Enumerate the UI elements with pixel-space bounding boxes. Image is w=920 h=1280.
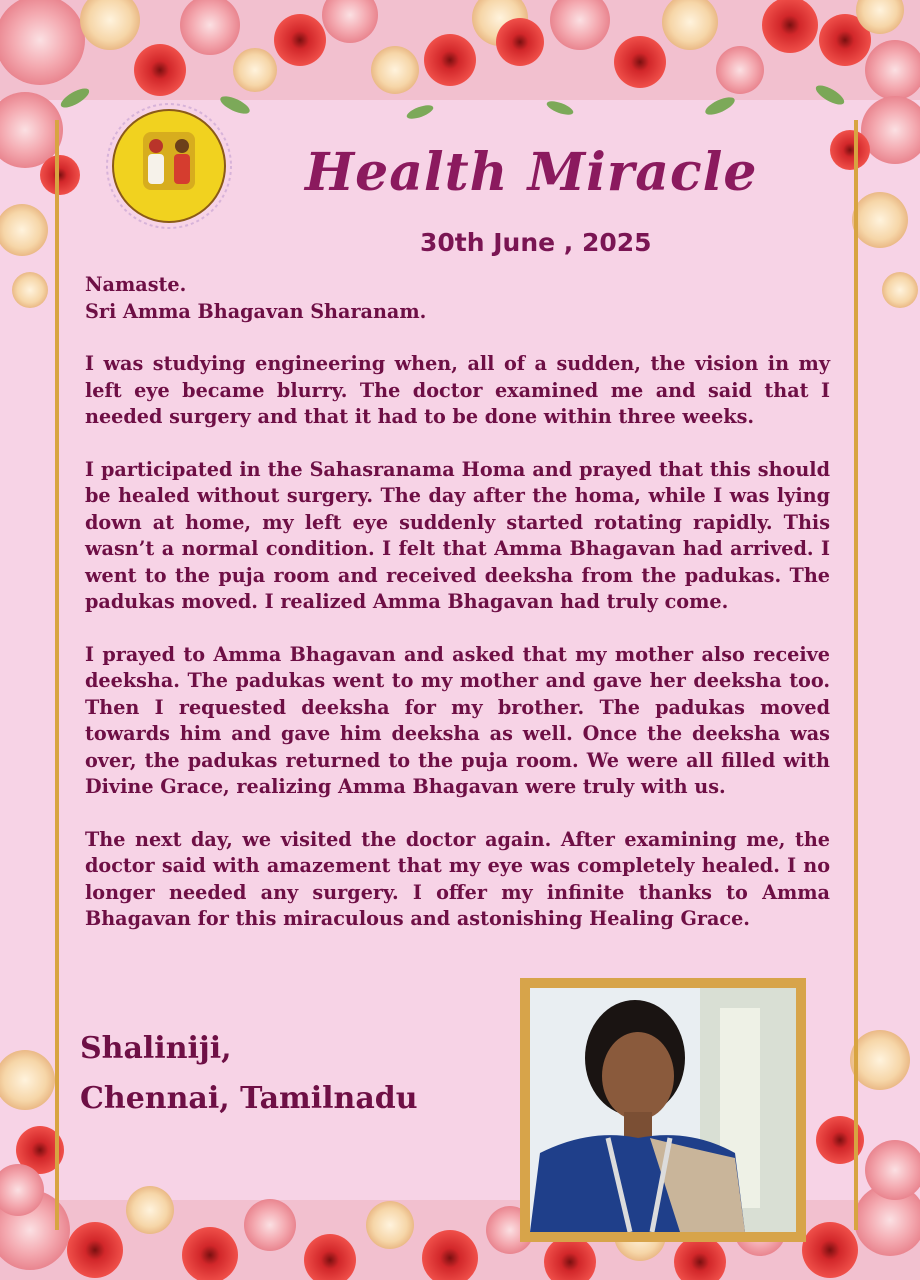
greeting: Namaste.	[85, 273, 187, 296]
date-label: 30th June , 2025	[420, 228, 652, 257]
deity-emblem-icon	[88, 102, 250, 230]
page-title: Health Miracle	[305, 142, 758, 203]
paragraph: I was studying engineering when, all of a sudden, the vision in my left eye became blurry. The doctor examined me and said that I needed surgery and that it had to be done within three weeks.	[85, 352, 830, 428]
signature-block	[80, 1024, 500, 1124]
paragraph: The next day, we visited the doctor again. After examining me, the doctor said with amazement that my eye was completely healed. I no longer needed any surgery. I offer my infinite thanks to Amma Bhagavan for this miraculous and astonishing Healing Grace.	[85, 827, 830, 930]
letter-body	[85, 272, 830, 959]
person-photo	[530, 988, 796, 1232]
salutation: Sri Amma Bhagavan Sharanam.	[85, 299, 427, 323]
photo-frame	[520, 978, 806, 1242]
paragraph: I participated in the Sahasranama Homa and prayed that this should be healed without surgery. The day after the homa, while I was lying down at home, my left eye suddenly started rotating rapidly. This wasn’t a normal condition. I felt that Amma Bhagavan had arrived. I went to the puja room and received deeksha from the padukas. The padukas moved. I realized Amma Bhagavan had truly come.	[85, 457, 830, 613]
signature-location: Chennai, Tamilnadu	[80, 1081, 418, 1116]
paragraph: I prayed to Amma Bhagavan and asked that my mother also receive deeksha. The padukas went to my mother and gave her deeksha too. Then I requested deeksha for my brother. The padukas moved towards him and gave him deeksha as well. Once the deeksha was over, the padukas returned to the puja room. We were all filled with Divine Grace, realizing Amma Bhagavan were truly with us.	[85, 642, 830, 798]
signature-name: Shaliniji,	[80, 1031, 232, 1066]
